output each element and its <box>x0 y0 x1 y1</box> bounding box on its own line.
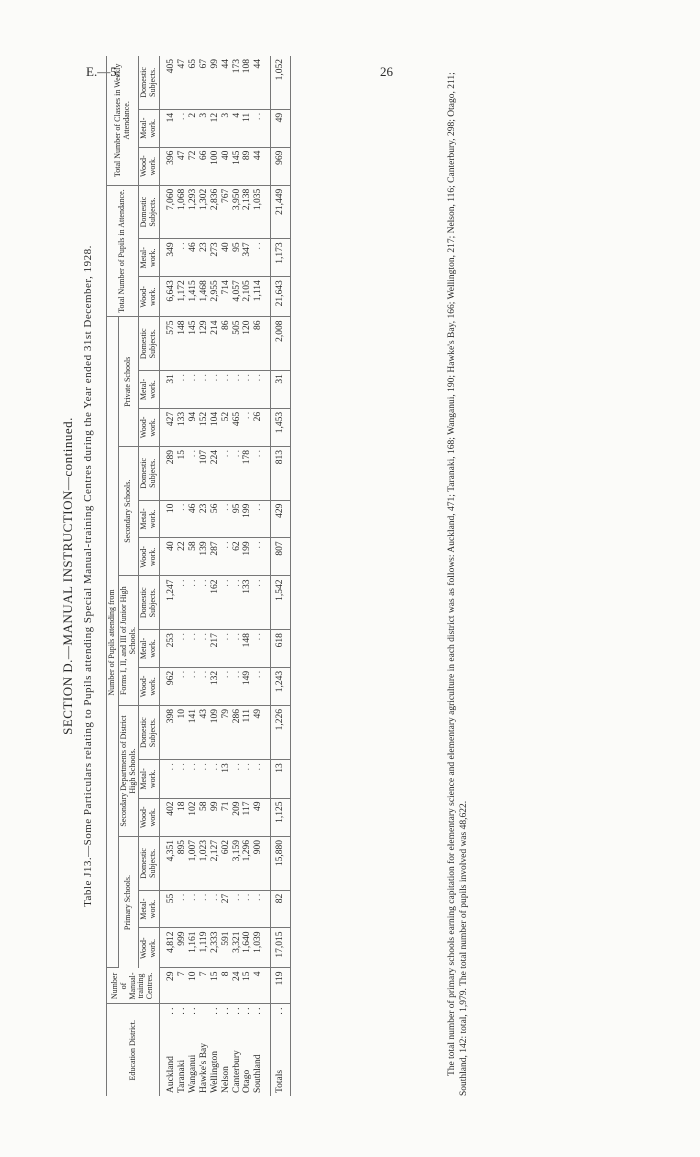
col-header-sub: Metal-work. <box>139 630 160 668</box>
value-cell: 17,015 <box>271 928 291 968</box>
value-cell: 10 <box>177 705 188 759</box>
value-cell: 767 <box>221 185 232 239</box>
value-cell: 66 <box>199 147 210 185</box>
district-cell <box>242 1004 253 1096</box>
value-cell: 49 <box>253 798 270 837</box>
value-cell: 1,468 <box>199 277 210 317</box>
value-cell: 1,293 <box>188 185 199 239</box>
value-cell: . . <box>177 576 188 630</box>
district-name: Otago <box>242 1069 253 1093</box>
value-cell: 65 <box>188 56 199 109</box>
value-cell: . . <box>199 630 210 668</box>
value-cell: 4,812 <box>159 928 176 968</box>
value-cell: 1,068 <box>177 185 188 239</box>
value-cell: 1,114 <box>253 277 270 317</box>
value-cell: 139 <box>199 538 210 576</box>
value-cell: . . <box>188 446 199 500</box>
table-row <box>253 56 270 1096</box>
value-cell: . . <box>210 760 221 798</box>
col-header-sub: Metal-work. <box>139 890 160 928</box>
value-cell: 7,060 <box>159 185 176 239</box>
value-cell: . . <box>253 371 270 409</box>
value-cell: 4 <box>232 109 243 147</box>
value-cell: 52 <box>221 408 232 446</box>
col-header-sub: Metal-work. <box>139 109 160 147</box>
value-cell: 396 <box>159 147 176 185</box>
value-cell: 273 <box>210 239 221 277</box>
value-cell: 40 <box>221 147 232 185</box>
value-cell: 286 <box>232 705 243 759</box>
value-cell: . . <box>177 371 188 409</box>
col-header-sub: Domestic Subjects. <box>139 576 160 630</box>
value-cell: 82 <box>271 890 291 928</box>
col-header-sub: Metal-work. <box>139 371 160 409</box>
value-cell: 31 <box>271 371 291 409</box>
value-cell: 7 <box>199 968 210 1004</box>
value-cell: 15 <box>242 968 253 1004</box>
value-cell: 141 <box>188 705 199 759</box>
value-cell: . . <box>221 500 232 538</box>
value-cell: 7 <box>177 968 188 1004</box>
value-cell: 962 <box>159 667 176 705</box>
value-cell: . . <box>188 667 199 705</box>
value-cell: 111 <box>242 705 253 759</box>
value-cell: 56 <box>210 500 221 538</box>
col-header-sub: Wood-work. <box>139 928 160 968</box>
page-number: 26 <box>380 64 393 79</box>
value-cell: . . <box>253 890 270 928</box>
value-cell: 46 <box>188 500 199 538</box>
value-cell: 224 <box>210 446 221 500</box>
value-cell: 100 <box>210 147 221 185</box>
leader-dots: . . <box>176 1007 187 1015</box>
value-cell: 23 <box>199 500 210 538</box>
col-header-centres: Number of Manual-training Centres. <box>107 968 160 1004</box>
district-name: Auckland <box>165 1056 176 1093</box>
value-cell: 8 <box>221 968 232 1004</box>
leader-dots: . . <box>165 1007 176 1015</box>
district-name: Wanganui <box>187 1054 198 1093</box>
value-cell: 807 <box>271 538 291 576</box>
value-cell: 49 <box>253 705 270 759</box>
value-cell: 1,119 <box>199 928 210 968</box>
value-cell: 95 <box>232 500 243 538</box>
value-cell: 67 <box>199 56 210 109</box>
col-header-district: Education District. <box>107 1004 160 1096</box>
table-row <box>221 56 232 1096</box>
leader-dots: . . <box>220 1007 231 1015</box>
value-cell: 62 <box>232 538 243 576</box>
value-cell: 347 <box>242 239 253 277</box>
value-cell: 1,302 <box>199 185 210 239</box>
col-header-sub: Wood-work. <box>139 147 160 185</box>
table-row <box>199 56 210 1096</box>
value-cell: 714 <box>221 277 232 317</box>
value-cell: . . <box>177 109 188 147</box>
value-cell: 95 <box>232 239 243 277</box>
value-cell: 21,449 <box>271 185 291 239</box>
value-cell: 4,057 <box>232 277 243 317</box>
district-name: Taranaki <box>176 1059 187 1093</box>
value-cell: 12 <box>210 109 221 147</box>
value-cell: 99 <box>210 56 221 109</box>
table-body <box>159 56 290 1096</box>
district-cell <box>232 1004 243 1096</box>
value-cell: 40 <box>221 239 232 277</box>
value-cell: 1,035 <box>253 185 270 239</box>
value-cell: . . <box>199 760 210 798</box>
value-cell: 199 <box>242 538 253 576</box>
value-cell: 2,008 <box>271 317 291 371</box>
value-cell: . . <box>188 630 199 668</box>
col-header-sub: Domestic Subjects. <box>139 56 160 109</box>
value-cell: . . <box>232 371 243 409</box>
col-header-sub: Domestic Subjects. <box>139 185 160 239</box>
value-cell: . . <box>177 239 188 277</box>
value-cell: 14 <box>159 109 176 147</box>
value-cell: 1,226 <box>271 705 291 759</box>
col-header-sub: Metal-work. <box>139 239 160 277</box>
value-cell: 99 <box>210 798 221 837</box>
value-cell: 4,351 <box>159 837 176 891</box>
district-name: Nelson <box>220 1066 231 1093</box>
value-cell: 11 <box>242 109 253 147</box>
value-cell: 2,836 <box>210 185 221 239</box>
table-row <box>188 56 199 1096</box>
value-cell: 1,125 <box>271 798 291 837</box>
value-cell: . . <box>232 630 243 668</box>
totals-row <box>271 56 291 1096</box>
value-cell: 2,127 <box>210 837 221 891</box>
value-cell: 178 <box>242 446 253 500</box>
value-cell: 217 <box>210 630 221 668</box>
value-cell: 427 <box>159 408 176 446</box>
value-cell: 1,023 <box>199 837 210 891</box>
leader-dots: . . <box>253 1007 264 1015</box>
value-cell: 133 <box>177 408 188 446</box>
value-cell: 148 <box>177 317 188 371</box>
value-cell: 29 <box>159 968 176 1004</box>
section-title: SECTION D.—MANUAL INSTRUCTION—continued. <box>60 417 75 735</box>
district-cell <box>253 1004 270 1096</box>
value-cell: . . <box>232 760 243 798</box>
col-header-pupils-group: Number of Pupils attending from <box>107 317 119 968</box>
value-cell: 152 <box>199 408 210 446</box>
value-cell: 6,643 <box>159 277 176 317</box>
value-cell: . . <box>232 667 243 705</box>
value-cell: 145 <box>188 317 199 371</box>
value-cell: . . <box>253 538 270 576</box>
value-cell: 72 <box>188 147 199 185</box>
value-cell: . . <box>221 667 232 705</box>
district-cell <box>271 1004 291 1096</box>
value-cell: 209 <box>232 798 243 837</box>
value-cell: 214 <box>210 317 221 371</box>
district-name: Wellington <box>209 1051 220 1093</box>
value-cell: 253 <box>159 630 176 668</box>
rotated-table-page <box>58 56 658 1096</box>
value-cell: 120 <box>242 317 253 371</box>
value-cell: 287 <box>210 538 221 576</box>
value-cell: 2,105 <box>242 277 253 317</box>
value-cell: 47 <box>177 56 188 109</box>
value-cell: 3 <box>221 109 232 147</box>
value-cell: 86 <box>221 317 232 371</box>
value-cell: . . <box>253 667 270 705</box>
leader-dots: . . <box>209 1007 220 1015</box>
value-cell: . . <box>232 446 243 500</box>
value-cell: 3 <box>199 109 210 147</box>
col-header-sub: Wood-work. <box>139 798 160 837</box>
value-cell: 40 <box>159 538 176 576</box>
value-cell: . . <box>242 890 253 928</box>
value-cell: 21,643 <box>271 277 291 317</box>
value-cell: 1,173 <box>271 239 291 277</box>
col-header-group: Secondary Schools. <box>118 446 139 576</box>
value-cell: 618 <box>271 630 291 668</box>
value-cell: . . <box>221 576 232 630</box>
col-header-sub: Wood-work. <box>139 277 160 317</box>
value-cell: 2,333 <box>210 928 221 968</box>
value-cell: 58 <box>199 798 210 837</box>
value-cell: 405 <box>159 56 176 109</box>
col-header-sub: Metal-work. <box>139 500 160 538</box>
value-cell: 10 <box>159 500 176 538</box>
district-cell <box>188 1004 199 1096</box>
value-cell: 79 <box>221 705 232 759</box>
value-cell: . . <box>253 239 270 277</box>
value-cell: 129 <box>199 317 210 371</box>
value-cell: 895 <box>177 837 188 891</box>
leader-dots: . . <box>187 1007 198 1015</box>
col-header-attendance-group: Total Number of Pupils in Attendance. <box>107 185 139 317</box>
value-cell: 27 <box>221 890 232 928</box>
value-cell: 107 <box>199 446 210 500</box>
leader-dots: . . <box>231 1007 242 1015</box>
value-cell: 89 <box>242 147 253 185</box>
value-cell: 104 <box>210 408 221 446</box>
value-cell: 46 <box>188 239 199 277</box>
value-cell: . . <box>177 890 188 928</box>
value-cell: 813 <box>271 446 291 500</box>
value-cell: . . <box>210 371 221 409</box>
value-cell: . . <box>188 760 199 798</box>
value-cell: 31 <box>159 371 176 409</box>
value-cell: . . <box>253 576 270 630</box>
leader-dots: . . <box>242 1007 253 1015</box>
value-cell: 1,542 <box>271 576 291 630</box>
value-cell: 133 <box>242 576 253 630</box>
value-cell: 15 <box>177 446 188 500</box>
value-cell: 1,415 <box>188 277 199 317</box>
value-cell: . . <box>253 500 270 538</box>
value-cell: 13 <box>221 760 232 798</box>
value-cell: 109 <box>210 705 221 759</box>
value-cell: 398 <box>159 705 176 759</box>
value-cell: 44 <box>253 147 270 185</box>
value-cell: . . <box>177 500 188 538</box>
value-cell: 2,955 <box>210 277 221 317</box>
value-cell: . . <box>221 371 232 409</box>
district-name: Canterbury <box>231 1050 242 1093</box>
district-cell <box>159 1004 176 1096</box>
value-cell: 429 <box>271 500 291 538</box>
table-title: Table J13.—Some Particulars relating to Pupils attending Special Manual-training Centres during the Year ended 31st December, 1928. <box>82 245 94 907</box>
value-cell: 23 <box>199 239 210 277</box>
value-cell: . . <box>253 630 270 668</box>
value-cell: 3,321 <box>232 928 243 968</box>
district-cell <box>177 1004 188 1096</box>
value-cell: . . <box>199 371 210 409</box>
col-header-sub: Domestic Subjects. <box>139 317 160 371</box>
col-header-classes-group: Total Number of Classes in Weekly Attendance. <box>107 56 139 185</box>
value-cell: 108 <box>242 56 253 109</box>
value-cell: 15,880 <box>271 837 291 891</box>
table-row <box>242 56 253 1096</box>
value-cell: . . <box>210 890 221 928</box>
value-cell: . . <box>221 446 232 500</box>
value-cell: 999 <box>177 928 188 968</box>
value-cell: 1,453 <box>271 408 291 446</box>
value-cell: . . <box>188 576 199 630</box>
table-row <box>210 56 221 1096</box>
value-cell: . . <box>188 371 199 409</box>
district-cell <box>210 1004 221 1096</box>
value-cell: . . <box>242 371 253 409</box>
value-cell: . . <box>177 760 188 798</box>
value-cell: 26 <box>253 408 270 446</box>
district-cell <box>221 1004 232 1096</box>
value-cell: 43 <box>199 705 210 759</box>
value-cell: 4 <box>253 968 270 1004</box>
table-row <box>159 56 176 1096</box>
value-cell: 1,296 <box>242 837 253 891</box>
value-cell: 1,243 <box>271 667 291 705</box>
value-cell: 149 <box>242 667 253 705</box>
value-cell: . . <box>177 630 188 668</box>
value-cell: 55 <box>159 890 176 928</box>
value-cell: 24 <box>232 968 243 1004</box>
value-cell: 575 <box>159 317 176 371</box>
value-cell: 132 <box>210 667 221 705</box>
value-cell: . . <box>253 760 270 798</box>
value-cell: 465 <box>232 408 243 446</box>
value-cell: 1,007 <box>188 837 199 891</box>
district-name: Southland <box>253 1054 264 1093</box>
table-row <box>177 56 188 1096</box>
value-cell: 2 <box>188 109 199 147</box>
value-cell: 47 <box>177 147 188 185</box>
value-cell: 102 <box>188 798 199 837</box>
value-cell: 13 <box>271 760 291 798</box>
document-code: E.—5. <box>86 64 120 79</box>
value-cell: 145 <box>232 147 243 185</box>
value-cell: 3,159 <box>232 837 243 891</box>
footnote: The total number of primary schools earning capitation for elementary science and elementary agriculture in each district was as follows: Auckland, 471; Taranaki, 168; Wanganui, 190; Hawke's Bay, 166; Wellington, 217; Nelson, 116; Canterbury, 298; Otago, 211; Southland, 142: total, 1,979. The total number of pupils involved was 48,622. <box>447 72 470 1096</box>
value-cell: 1,161 <box>188 928 199 968</box>
value-cell: 602 <box>221 837 232 891</box>
col-header-group: Primary Schools. <box>118 837 139 968</box>
value-cell: 119 <box>271 968 291 1004</box>
leader-dots: . . <box>275 1007 286 1015</box>
value-cell: . . <box>242 760 253 798</box>
col-header-sub: Metal-work. <box>139 760 160 798</box>
col-header-sub: Domestic Subjects. <box>139 446 160 500</box>
value-cell: 10 <box>188 968 199 1004</box>
value-cell: 289 <box>159 446 176 500</box>
district-name: Totals <box>275 1069 286 1093</box>
col-header-sub: Wood-work. <box>139 667 160 705</box>
value-cell: 402 <box>159 798 176 837</box>
value-cell: 117 <box>242 798 253 837</box>
value-cell: . . <box>177 667 188 705</box>
col-header-sub: Wood-work. <box>139 538 160 576</box>
district-name: Hawke's Bay <box>198 1043 209 1093</box>
col-header-group: Forms I, II, and III of Junior High Schools. <box>118 576 139 706</box>
value-cell: 1,640 <box>242 928 253 968</box>
table-row <box>232 56 243 1096</box>
value-cell: 349 <box>159 239 176 277</box>
value-cell: 15 <box>210 968 221 1004</box>
district-cell <box>199 1004 210 1096</box>
value-cell: 900 <box>253 837 270 891</box>
value-cell: . . <box>188 890 199 928</box>
col-header-sub: Domestic Subjects. <box>139 705 160 759</box>
value-cell: . . <box>253 109 270 147</box>
value-cell: 22 <box>177 538 188 576</box>
value-cell: . . <box>199 576 210 630</box>
col-header-sub: Wood-work. <box>139 408 160 446</box>
value-cell: . . <box>253 446 270 500</box>
value-cell: 2,138 <box>242 185 253 239</box>
value-cell: 969 <box>271 147 291 185</box>
col-header-group: Secondary Departments of District High Schools. <box>118 705 139 836</box>
value-cell: . . <box>221 630 232 668</box>
value-cell: . . <box>232 576 243 630</box>
col-header-sub: Domestic Subjects. <box>139 837 160 891</box>
value-cell: . . <box>242 408 253 446</box>
value-cell: 505 <box>232 317 243 371</box>
sub-header-row <box>139 56 160 1096</box>
value-cell: 44 <box>221 56 232 109</box>
value-cell: 44 <box>253 56 270 109</box>
value-cell: 94 <box>188 408 199 446</box>
value-cell: 1,052 <box>271 56 291 109</box>
value-cell: 1,247 <box>159 576 176 630</box>
value-cell: . . <box>199 890 210 928</box>
value-cell: . . <box>159 760 176 798</box>
value-cell: 1,172 <box>177 277 188 317</box>
value-cell: 86 <box>253 317 270 371</box>
value-cell: 199 <box>242 500 253 538</box>
col-header-group: Private Schools <box>118 317 139 447</box>
value-cell: . . <box>221 538 232 576</box>
value-cell: 18 <box>177 798 188 837</box>
value-cell: 49 <box>271 109 291 147</box>
value-cell: 58 <box>188 538 199 576</box>
value-cell: 591 <box>221 928 232 968</box>
value-cell: . . <box>232 890 243 928</box>
value-cell: 1,039 <box>253 928 270 968</box>
value-cell: 3,950 <box>232 185 243 239</box>
value-cell: 148 <box>242 630 253 668</box>
value-cell: 162 <box>210 576 221 630</box>
value-cell: . . <box>199 667 210 705</box>
value-cell: 71 <box>221 798 232 837</box>
value-cell: 173 <box>232 56 243 109</box>
manual-training-table <box>106 56 291 1096</box>
